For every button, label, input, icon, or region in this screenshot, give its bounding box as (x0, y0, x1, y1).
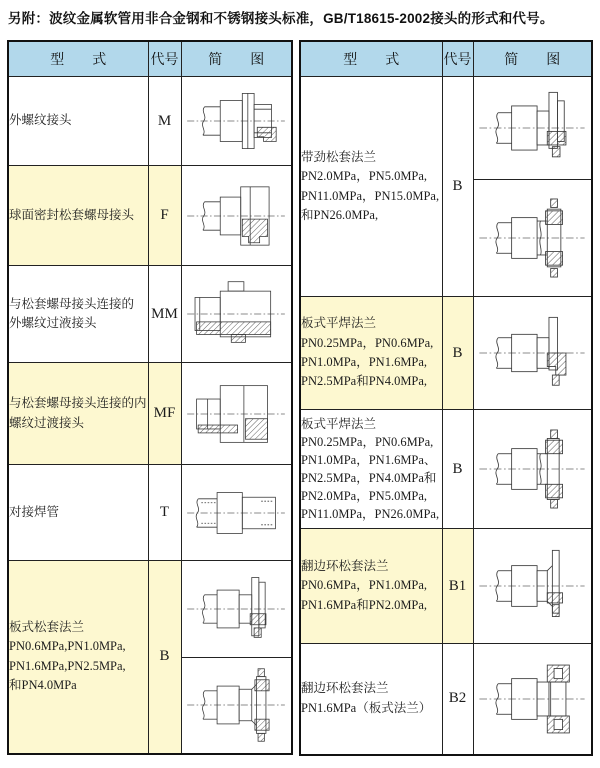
table-row (8, 363, 292, 465)
header-type-cell: 型 式 (300, 41, 442, 77)
type-line: 和PN26.0MPa, (301, 207, 379, 222)
butt-weld-pipe-diagram (184, 472, 288, 554)
table-row (300, 77, 592, 180)
table-row (300, 410, 592, 529)
diagram-cell (181, 561, 292, 658)
type-line: 与松套螺母接头连接的内 (9, 396, 147, 411)
code-cell: MM (148, 266, 181, 363)
plate-flat-weld-flange-2-diagram (476, 419, 588, 519)
necked-loose-flange-diagram-b (476, 188, 588, 288)
female-thread-adapter-diagram (184, 370, 288, 458)
type-line: 与松套螺母接头连接的 (9, 296, 135, 311)
type-line: PN0.25MPa，PN0.6MPa, (301, 335, 434, 350)
table-row (8, 561, 292, 658)
type-line: PN2.5MPa和PN4.0MPa, (301, 374, 428, 389)
type-line: PN0.6MPa,PN1.0MPa, (9, 639, 126, 654)
type-cell (8, 266, 148, 363)
type-line: 带劲松套法兰 (301, 149, 377, 164)
male-thread-adapter-diagram (184, 272, 288, 356)
type-line: 外螺纹接头 (9, 113, 72, 128)
code-cell: M (148, 77, 181, 166)
type-line: PN1.0MPa，PN1.6MPa, (301, 355, 428, 369)
header-diagram-cell: 简 图 (181, 41, 292, 77)
type-line: 外螺纹过液接头 (9, 316, 97, 330)
type-line: PN2.5MPa，PN4.0MPa和 (301, 471, 437, 485)
type-cell (8, 465, 148, 561)
fittings-table-right (299, 40, 593, 756)
diagram-cell (181, 465, 292, 561)
type-line: 翻边环松套法兰 (301, 681, 389, 696)
header-code-cell: 代号 (148, 41, 181, 77)
type-line: 和PN4.0MPa (9, 678, 77, 693)
header-type-cell: 型 式 (8, 41, 148, 77)
header-code-cell: 代号 (442, 41, 473, 77)
diagram-cell (181, 166, 292, 266)
diagram-cell (473, 77, 592, 180)
type-line: 翻边环松套法兰 (301, 558, 389, 573)
type-line: 对接焊管 (9, 504, 60, 519)
type-cell (8, 166, 148, 266)
type-line: PN11.0MPa，PN15.0MPa, (301, 188, 440, 203)
type-cell (300, 644, 442, 755)
type-line: PN0.6MPa，PN1.0MPa, (301, 578, 428, 593)
flanged-ring-loose-plate-flange-diagram (476, 652, 588, 746)
type-line: PN11.0MPa，PN26.0MPa, (301, 507, 440, 522)
type-cell (8, 363, 148, 465)
plate-loose-flange-diagram-a (184, 567, 288, 651)
code-cell: T (148, 465, 181, 561)
code-cell: MF (148, 363, 181, 465)
table-row (8, 77, 292, 166)
spherical-seal-loose-nut-joint-diagram (184, 172, 288, 260)
type-cell (8, 77, 148, 166)
type-line: PN1.6MPa（板式法兰） (301, 700, 432, 715)
table-row (8, 266, 292, 363)
diagram-cell (473, 297, 592, 410)
type-line: 板式平焊法兰 (301, 316, 377, 331)
table-row (8, 166, 292, 266)
type-cell (300, 529, 442, 644)
diagram-cell (473, 529, 592, 644)
code-cell: B (148, 561, 181, 754)
type-cell (8, 561, 148, 754)
type-line: PN1.6MPa,PN2.5MPa, (9, 658, 126, 673)
header-diagram-cell: 简 图 (473, 41, 592, 77)
type-line: PN2.0MPa，PN5.0MPa, (301, 489, 428, 504)
table-row (300, 529, 592, 644)
fittings-table-left (7, 40, 293, 755)
type-line: PN1.6MPa和PN2.0MPa, (301, 597, 428, 612)
type-line: PN2.0MPa，PN5.0MPa, (301, 169, 428, 184)
diagram-cell (181, 363, 292, 465)
flanged-ring-loose-flange-diagram (476, 538, 588, 634)
table-row (300, 297, 592, 410)
code-cell: B1 (442, 529, 473, 644)
type-cell (300, 77, 442, 297)
diagram-cell (181, 77, 292, 166)
code-cell: B (442, 297, 473, 410)
code-cell: B (442, 77, 473, 297)
necked-loose-flange-diagram-a (476, 83, 588, 173)
type-line: PN0.25MPa，PN0.6MPa, (301, 434, 434, 449)
type-cell (300, 297, 442, 410)
type-line: 球面密封松套螺母接头 (9, 207, 135, 222)
type-line: 螺纹过渡接头 (9, 415, 85, 430)
code-cell: F (148, 166, 181, 266)
table-row (8, 465, 292, 561)
page-title: 另附：波纹金属软管用非合金钢和不锈钢接头标准，GB/T18615-2002接头的形式和代号。 (8, 11, 554, 26)
plate-loose-flange-diagram-b (184, 664, 288, 746)
diagram-cell (181, 266, 292, 363)
diagram-cell (473, 180, 592, 297)
diagram-cell (473, 410, 592, 529)
plate-flat-weld-flange-diagram (476, 305, 588, 401)
type-line: PN1.0MPa，PN1.6MPa、 (301, 452, 437, 467)
table-row (300, 644, 592, 755)
diagram-cell (473, 644, 592, 755)
type-line: 板式松套法兰 (9, 620, 85, 634)
male-thread-joint-diagram (184, 82, 288, 160)
type-cell (300, 410, 442, 529)
diagram-cell (181, 658, 292, 754)
type-line: 板式平焊法兰 (301, 416, 377, 431)
code-cell: B (442, 410, 473, 529)
code-cell: B2 (442, 644, 473, 755)
